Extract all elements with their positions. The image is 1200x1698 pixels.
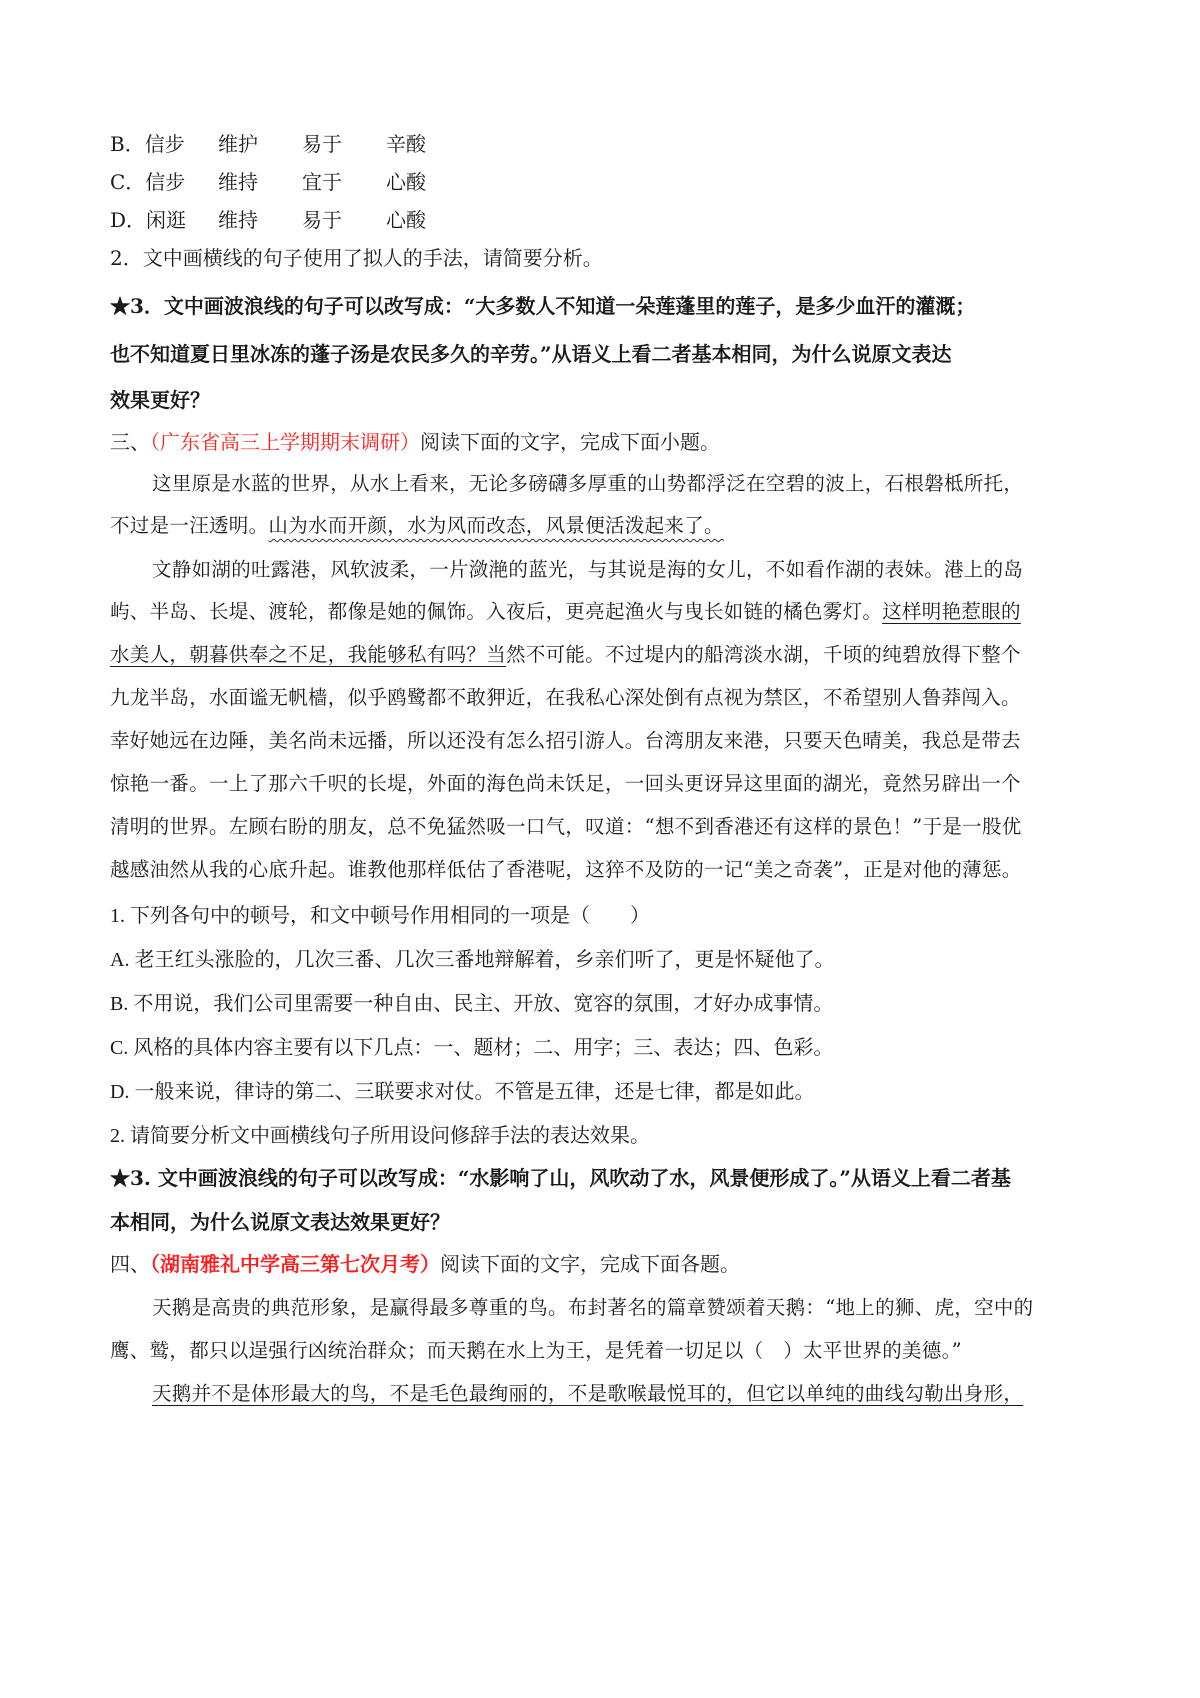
- question-3-prev-line3: 效果更好？: [110, 388, 210, 412]
- passage-line: [110, 512, 1100, 540]
- question-3-line1: ★3. 文中画波浪线的句子可以改写成：“水影响了山，风吹动了水，风景便形成了。”从语义上看二者基: [110, 1166, 1011, 1190]
- passage-line: 鹰、鹫，都只以逞强行凶统治群众；而天鹅在水上为王，是凭着一切足以（ ）太平世界的美德。”: [110, 1339, 962, 1362]
- passage-text: 屿、半岛、长堤、渡轮，都像是她的佩饰。入夜后，更亮起渔火与曳长如链的橘色雾灯。: [110, 600, 883, 623]
- passage-line: 幸好她远在边陲，美名尚未远播，所以还没有怎么招引游人。台湾朋友来港，只要天色晴美，我总是带去: [110, 729, 1021, 752]
- option-label: B．信步: [110, 132, 185, 156]
- question-1-option-c: C. 风格的具体内容主要有以下几点：一、题材；二、用字；三、表达；四、色彩。: [110, 1037, 834, 1059]
- underlined-sentence: 水美人，朝暮供奉之不足，我能够私有吗？当: [110, 643, 507, 666]
- question-2-prev: 2．文中画横线的句子使用了拟人的手法，请简要分析。: [110, 246, 603, 270]
- option-word: 维持: [218, 170, 258, 194]
- question-3-line2: 本相同，为什么说原文表达效果更好？: [110, 1210, 450, 1234]
- passage-line: 惊艳一番。一上了那六千呎的长堤，外面的海色尚未饫足，一回头更讶异这里面的湖光，竟然另辟出一个: [110, 772, 1021, 795]
- section-instruction: 阅读下面的文字，完成下面小题。: [420, 430, 720, 454]
- question-1-option-b: B. 不用说，我们公司里需要一种自由、民主、开放、宽容的氛围，才好办成事情。: [110, 993, 834, 1015]
- underlined-sentence: 天鹅并不是体形最大的鸟，不是毛色最绚丽的，不是歌喉最悦耳的，但它以单纯的曲线勾勒出身形，: [152, 1382, 1024, 1405]
- passage-text: 然不可能。不过堤内的船湾淡水湖，千顷的纯碧放得下整个: [506, 643, 1021, 666]
- section-number: 四、: [110, 1252, 150, 1276]
- option-word: 辛酸: [386, 132, 426, 156]
- section-4-heading: [110, 1250, 1100, 1278]
- wavy-underlined-sentence: 山为水而开颜，水为风而改态，风景便活泼起来了。: [268, 514, 724, 537]
- section-3-heading: [110, 428, 1100, 456]
- option-word: 心酸: [386, 208, 426, 232]
- passage-line: 这里原是水蓝的世界，从水上看来，无论多磅礴多厚重的山势都浮泛在空碧的波上，石根磐柢所托，: [152, 472, 1024, 495]
- section-number: 三、: [110, 430, 150, 454]
- option-word: 心酸: [386, 170, 426, 194]
- passage-line: [110, 641, 1100, 669]
- passage-line: 越感油然从我的心底升起。谁教他那样低估了香港呢，这猝不及防的一记“美之奇袭”，正是对他的薄惩。: [110, 858, 1022, 881]
- question-1-option-d: D. 一般来说，律诗的第二、三联要求对仗。不管是五律，还是七律，都是如此。: [110, 1081, 815, 1103]
- passage-line: 天鹅是高贵的典范形象，是赢得最多尊重的鸟。布封著名的篇章赞颂着天鹅：“地上的狮、虎，空中的: [152, 1296, 1034, 1319]
- option-label: C．信步: [110, 170, 186, 194]
- section-source: （湖南雅礼中学高三第七次月考）: [150, 1252, 440, 1276]
- underlined-sentence: 这样明艳惹眼的: [882, 600, 1021, 623]
- option-word: 维护: [218, 132, 258, 156]
- option-word: 宜于: [302, 170, 342, 194]
- option-word: 易于: [302, 132, 342, 156]
- option-word: 维持: [218, 208, 258, 232]
- passage-line: [152, 1380, 1100, 1408]
- passage-line: 文静如湖的吐露港，风软波柔，一片潋滟的蓝光，与其说是海的女儿，不如看作湖的表妹。港上的岛: [152, 558, 1024, 581]
- option-c: [110, 168, 1100, 196]
- passage-line: 清明的世界。左顾右盼的朋友，总不免猛然吸一口气，叹道：“想不到香港还有这样的景色！”于是一股优: [110, 815, 1022, 838]
- question-3-prev-line1: ★3．文中画波浪线的句子可以改写成：“大多数人不知道一朵莲蓬里的莲子，是多少血汗的灌溉；: [110, 294, 976, 318]
- section-source: （广东省高三上学期期末调研）: [150, 430, 420, 454]
- option-label: D．闲逛: [110, 208, 187, 232]
- passage-text: 不过是一汪透明。: [110, 514, 269, 537]
- option-b: [110, 130, 1100, 158]
- passage-line: [110, 598, 1100, 626]
- option-d: [110, 206, 1100, 234]
- option-word: 易于: [302, 208, 342, 232]
- question-1: 1. 下列各句中的顿号，和文中顿号作用相同的一项是（ ）: [110, 905, 650, 927]
- question-3-prev-line2: 也不知道夏日里冰冻的蓬子汤是农民多久的辛劳。”从语义上看二者基本相同，为什么说原文表达: [110, 342, 952, 366]
- passage-line: 九龙半岛，水面谧无帆樯，似乎鸥鹭都不敢狎近，在我私心深处倒有点视为禁区，不希望别人鲁莽闯入。: [110, 686, 1021, 709]
- question-2: 2. 请简要分析文中画横线句子所用设问修辞手法的表达效果。: [110, 1125, 650, 1147]
- section-instruction: 阅读下面的文字，完成下面各题。: [440, 1252, 740, 1276]
- question-1-option-a: A. 老王红头涨脸的，几次三番、几次三番地辩解着，乡亲们听了，更是怀疑他了。: [110, 949, 835, 971]
